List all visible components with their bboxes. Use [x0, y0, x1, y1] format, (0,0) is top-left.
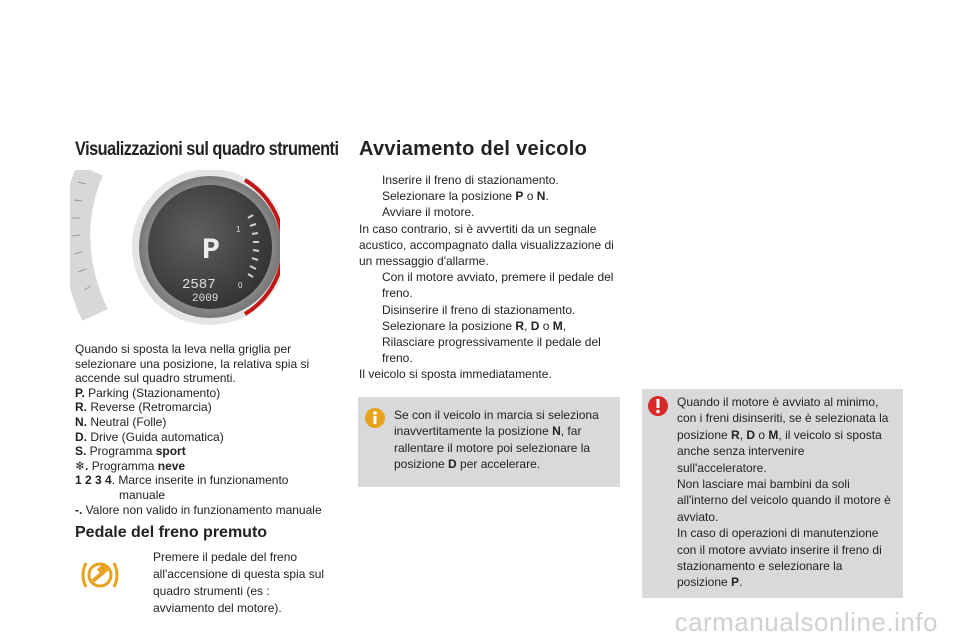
step-note: In caso contrario, si è avvertiti da un segnale acustico, accompagnato dalla visualizzazione di un messaggio d'allarme. — [359, 221, 614, 269]
gear-row: ❄. Programma neve — [75, 458, 186, 473]
step-item: Inserire il freno di stazionamento. — [382, 173, 559, 187]
gear-position-list — [75, 342, 340, 517]
starting-steps — [359, 172, 624, 383]
step-item: Selezionare la posizione P o N. — [382, 189, 549, 204]
gear-indicator-display: P — [202, 234, 221, 268]
brake-pedal-warning-icon — [80, 557, 120, 593]
step-item: Disinserire il freno di stazionamento. — [382, 302, 576, 317]
gear-row: -. Valore non valido in funzionamento manuale — [75, 502, 322, 517]
gear-row-continuation: manuale — [119, 487, 166, 502]
watermark: carmanualsonline.info — [674, 607, 938, 637]
brake-pedal-instruction: Premere il pedale del freno all'accensione di questa spia sul quadro strumenti (es : avviamento del motore). — [153, 550, 325, 615]
warning-box-text: Quando il motore è avviato al minimo, con i freni disinseriti, se è selezionata la posizione R, D o M, il veicolo si sposta anche senza intervenire sull'acceleratore. Non lasciare mai bambini da soli all'interno del veicolo quando il motore è avviato. In caso di operazioni di manutenzione con il motore avviato inserire il freno di stazionamento e selezionare la posizione P. — [677, 395, 891, 590]
warning-box — [642, 389, 903, 598]
gear-row: P. Parking (Stazionamento) — [75, 385, 221, 400]
gear-row: 1 2 3 4. Marce inserite in funzionamento — [75, 473, 289, 488]
svg-text:0: 0 — [238, 281, 243, 290]
warning-icon — [646, 395, 670, 417]
step-note: Il veicolo si sposta immediatamente. — [359, 367, 552, 382]
gear-row: S. Programma sport — [75, 444, 186, 459]
step-item: Con il motore avviato, premere il pedale del freno. — [382, 270, 614, 301]
step-item: Rilasciare progressivamente il pedale del freno. — [382, 335, 601, 366]
section-title-displays: Visualizzazioni sul quadro strumenti — [75, 139, 339, 160]
info-box — [358, 397, 620, 487]
gear-row: R. Reverse (Retromarcia) — [75, 400, 212, 415]
svg-text:1: 1 — [236, 225, 241, 234]
odometer-total: 2587 — [182, 277, 216, 293]
step-item: Avviare il motore. — [382, 205, 475, 220]
odometer-trip: 2009 — [192, 293, 219, 305]
info-icon — [364, 407, 386, 429]
instrument-panel-illustration — [70, 170, 280, 330]
info-box-text: Se con il veicolo in marcia si seleziona inavvertitamente la posizione N, far rallentare il motore poi selezionare la posizione D per accelerare. — [394, 408, 599, 472]
section-title-starting: Avviamento del veicolo — [359, 138, 588, 160]
gear-row: D. Drive (Guida automatica) — [75, 429, 224, 444]
gear-row: N. Neutral (Folle) — [75, 414, 167, 429]
step-item: Selezionare la posizione R, D o M, — [382, 318, 567, 333]
gear-intro-text: Quando si sposta la leva nella griglia per selezionare una posizione, la relativa spia si accende sul quadro strumenti. — [75, 342, 310, 386]
section-title-brake-pedal: Pedale del freno premuto — [75, 524, 268, 541]
